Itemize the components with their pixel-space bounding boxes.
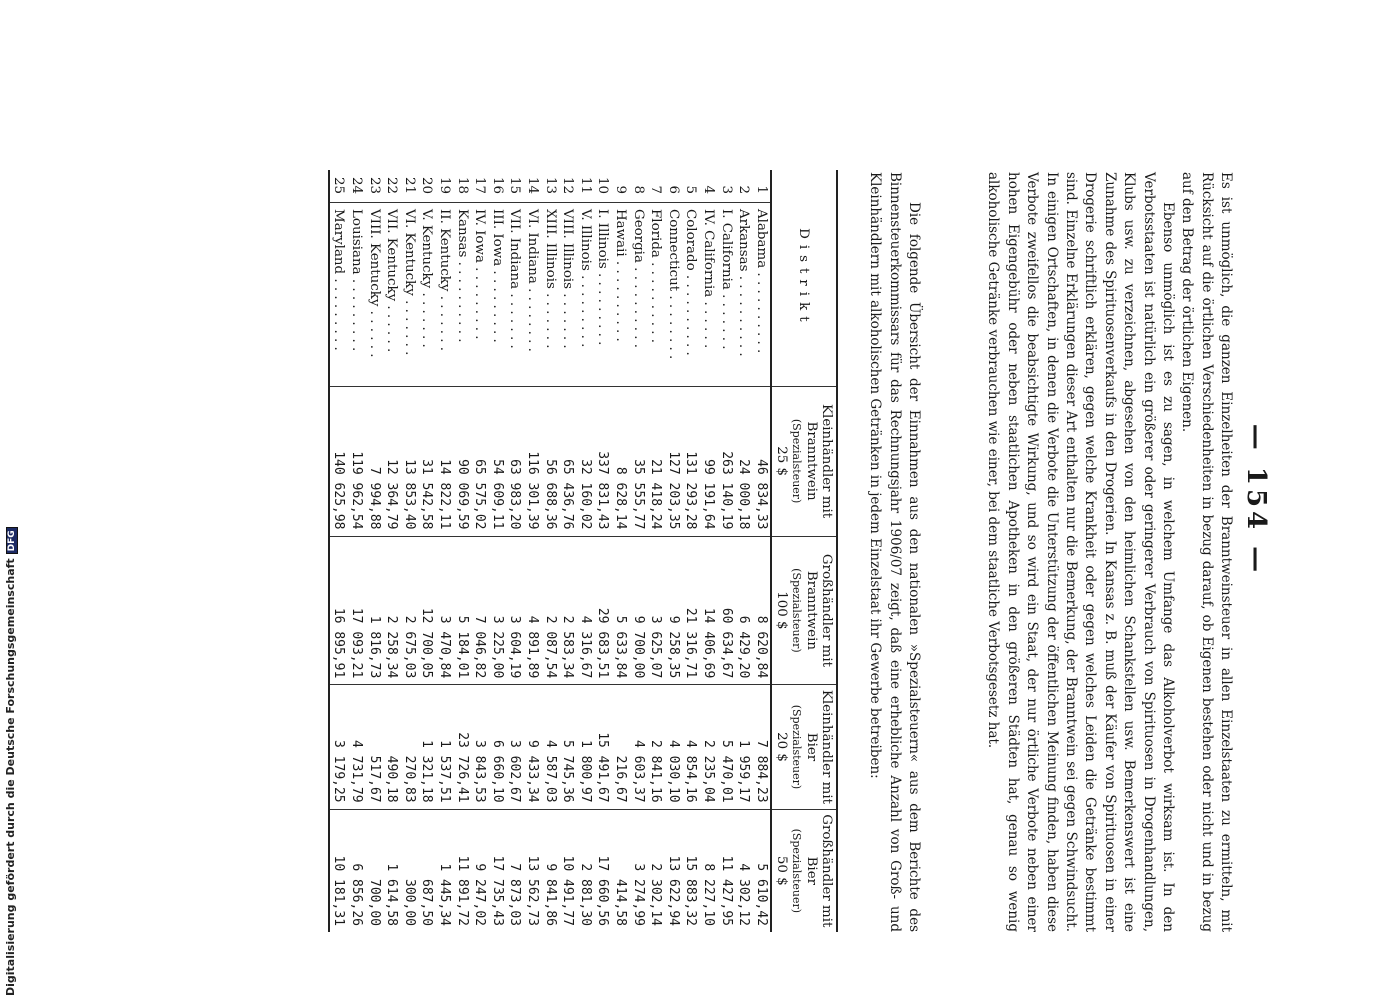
wholesale-spirits-cell: 12 700,05	[418, 536, 436, 685]
wholesale-beer-cell: 11 427,95	[717, 809, 735, 932]
retail-spirits-cell: 337 831,43	[594, 386, 612, 536]
retail-spirits-cell: 12 364,79	[383, 386, 401, 536]
district-cell: Louisiana . . . . . . . . .	[348, 203, 366, 387]
table-row	[471, 170, 489, 932]
digitization-credit	[751, 0, 771, 998]
table-row	[329, 170, 348, 932]
table-row	[700, 170, 718, 932]
row-number: 7	[648, 185, 664, 194]
table-row	[541, 170, 559, 932]
wholesale-beer-cell: 5 610,42	[752, 809, 771, 932]
row-number: 19	[437, 176, 453, 194]
wholesale-spirits-cell: 60 634,67	[717, 536, 735, 685]
retail-spirits-cell: 46 834,33	[752, 386, 771, 536]
wholesale-beer-cell: 2 302,14	[647, 809, 665, 932]
table-row	[506, 170, 524, 932]
wholesale-spirits-cell: 6 429,20	[735, 536, 753, 685]
table-row	[383, 170, 401, 932]
row-number: 9	[612, 185, 628, 194]
wholesale-spirits-cell: 14 406,69	[700, 536, 718, 685]
row-number: 23	[366, 176, 382, 194]
retail-beer-cell: 270,83	[401, 685, 419, 809]
district-cell: Kansas . . . . . . . . . .	[453, 203, 471, 387]
district-cell: VII. Kentucky . . . . . .	[383, 203, 401, 387]
wholesale-beer-cell: 7 873,03	[506, 809, 524, 932]
table-row	[664, 170, 682, 932]
retail-beer-cell: 9 433,34	[524, 685, 542, 809]
table-row	[524, 170, 542, 932]
retail-spirits-cell: 127 203,35	[664, 386, 682, 536]
wholesale-beer-cell: 6 856,26	[348, 809, 366, 932]
district-cell: VIII. Illinois . . . . . . .	[559, 203, 577, 387]
wholesale-beer-cell: 4 302,12	[735, 809, 753, 932]
wholesale-beer-cell: 9 841,86	[541, 809, 559, 932]
wholesale-spirits-cell: 4 891,89	[524, 536, 542, 685]
table-row	[401, 170, 419, 932]
wholesale-beer-cell: 1 445,34	[436, 809, 454, 932]
retail-beer-cell: 4 854,16	[682, 685, 700, 809]
table-row	[612, 170, 630, 932]
row-number: 11	[577, 176, 593, 194]
row-number: 5	[683, 185, 699, 194]
wholesale-beer-cell: 2 881,30	[576, 809, 594, 932]
row-number: 16	[489, 176, 505, 194]
retail-beer-cell: 490,18	[383, 685, 401, 809]
retail-beer-cell: 15 491,67	[594, 685, 612, 809]
table-row	[559, 170, 577, 932]
retail-beer-cell: 4 030,10	[664, 685, 682, 809]
page-number: — 154 —	[1241, 423, 1271, 577]
row-number: 15	[507, 176, 523, 194]
retail-spirits-cell: 65 575,02	[471, 386, 489, 536]
row-number: 8	[630, 185, 646, 194]
district-cell: III. Iowa . . . . . . . . .	[489, 203, 507, 387]
row-number: 20	[419, 176, 435, 194]
header-retail-beer: Kleinhändler mit Bier (Spezialsteuer) 20 $	[771, 685, 837, 809]
district-cell: V. Kentucky . . . . . . .	[418, 203, 436, 387]
retail-beer-cell: 517,67	[365, 685, 383, 809]
header-wholesale-spirits: Großhändler mit Branntwein (Spezialsteuer) 100 $	[771, 536, 837, 685]
wholesale-beer-cell: 13 622,94	[664, 809, 682, 932]
wholesale-spirits-cell: 3 225,00	[489, 536, 507, 685]
wholesale-spirits-cell: 1 816,73	[365, 536, 383, 685]
wholesale-beer-cell: 414,58	[612, 809, 630, 932]
retail-spirits-cell: 35 555,77	[629, 386, 647, 536]
table-row	[489, 170, 507, 932]
wholesale-beer-cell: 1 614,58	[383, 809, 401, 932]
wholesale-spirits-cell: 2 087,54	[541, 536, 559, 685]
retail-spirits-cell: 13 853,40	[401, 386, 419, 536]
table-row	[594, 170, 612, 932]
wholesale-spirits-cell: 29 683,51	[594, 536, 612, 685]
retail-spirits-cell: 54 609,11	[489, 386, 507, 536]
table-row	[735, 170, 753, 932]
row-number: 21	[401, 176, 417, 194]
retail-beer-cell: 3 843,53	[471, 685, 489, 809]
district-cell: V. Illinois . . . . . . . . .	[576, 203, 594, 387]
table-row	[418, 170, 436, 932]
retail-spirits-cell: 263 140,19	[717, 386, 735, 536]
district-cell: Maryland . . . . . . . . .	[329, 203, 348, 387]
wholesale-spirits-cell: 3 625,07	[647, 536, 665, 685]
wholesale-spirits-cell: 16 895,91	[329, 536, 348, 685]
retail-spirits-cell: 65 436,76	[559, 386, 577, 536]
dfg-logo: DFG	[6, 527, 18, 554]
district-cell: IV. Iowa . . . . . . . . .	[471, 203, 489, 387]
row-number: 25	[329, 170, 348, 203]
wholesale-spirits-cell: 5 184,01	[453, 536, 471, 685]
district-cell: Hawaii . . . . . . . . . .	[612, 203, 630, 387]
wholesale-beer-cell: 10 181,31	[329, 809, 348, 932]
wholesale-spirits-cell: 5 633,84	[612, 536, 630, 685]
wholesale-spirits-cell: 2 583,34	[559, 536, 577, 685]
wholesale-beer-cell: 11 891,72	[453, 809, 471, 932]
wholesale-spirits-cell: 9 258,35	[664, 536, 682, 685]
district-cell: VIII. Kentucky . . . . . .	[365, 203, 383, 387]
wholesale-beer-cell: 700,00	[365, 809, 383, 932]
table-row	[717, 170, 735, 932]
retail-beer-cell: 216,67	[612, 685, 630, 809]
retail-spirits-cell: 131 293,28	[682, 386, 700, 536]
retail-beer-cell: 7 884,23	[752, 685, 771, 809]
row-number: 6	[665, 185, 681, 194]
paragraph-2: Ebenso unmöglich ist es zu sagen, in welchem Umfange das Alkoholverbot wirksam ist. In den Verbotsstaaten ist natürlich ein größerer oder geringerer Verbrauch von Spirituosen in Drogenhandlungen, Klubs usw. zu verzeichnen, abgesehen von den heimlichen Schankstellen usw. Bemerkenswert ist eine Zunahme des Spirituosenverkaufs in den Drogerien. In Kansas z. B. muß der Käufer von Spirituosen in einer Drogerie schriftlich erklären, gegen welche Krankheit oder gegen welches Leiden die Getränke bestimmt sind. Einzelne Erklärungen dieser Art enthalten nur die Bemerkung, der Branntwein sei gegen Schwindsucht. In einigen Ortschaften, in denen die Verbote die Unterstützung der öffentlichen Meinung finden, haben diese Verbote zweifellos die beabsichtigte Wirkung, und so wird ein Staat, der nur örtliche Verbote neben einer hohen Eigengebühr oder neben staatlichen Apotheken in den größeren Städten hat, genau so wenig alkoholische Getränke verbrauchen wie einer, bei dem staatliche Verbotsgesetz hat.	[985, 172, 1176, 932]
table-row	[647, 170, 665, 932]
row-number: 24	[349, 176, 365, 194]
retail-beer-cell: 5 745,36	[559, 685, 577, 809]
paragraph-3: Die folgende Übersicht der Einnahmen aus den nationalen »Spezialsteuern« aus dem Berichte des Binnensteuerkommissars für das Rechnungsjahr 1906/07 zeigt, daß eine erhebliche Anzahl von Groß- und Kleinhändlern mit alkoholischen Getränken in jedem Einzelstaat ihr Gewerbe betreiben:	[867, 172, 922, 932]
row-number: 12	[560, 176, 576, 194]
district-cell: Florida . . . . . . . . . .	[647, 203, 665, 387]
table-row	[365, 170, 383, 932]
retail-beer-cell: 1 959,17	[735, 685, 753, 809]
retail-spirits-cell: 8 628,14	[612, 386, 630, 536]
wholesale-spirits-cell: 2 675,03	[401, 536, 419, 685]
wholesale-spirits-cell: 2 258,34	[383, 536, 401, 685]
credit-strip	[0, 0, 26, 1000]
credit-text: Digitalisierung gefördert durch die Deutsche Forschungsgemeinschaft	[4, 558, 17, 996]
retail-spirits-cell: 119 962,54	[348, 386, 366, 536]
retail-beer-cell: 5 470,01	[717, 685, 735, 809]
district-cell: Arkansas . . . . . . . . . .	[735, 203, 753, 387]
district-cell: XIII. Illinois . . . . . . .	[541, 203, 559, 387]
retail-beer-cell: 2 841,16	[647, 685, 665, 809]
row-number: 1	[753, 185, 769, 194]
retail-spirits-cell: 14 822,11	[436, 386, 454, 536]
retail-spirits-cell: 31 542,58	[418, 386, 436, 536]
retail-beer-cell: 1 537,51	[436, 685, 454, 809]
row-number: 2	[736, 185, 752, 194]
table-row	[576, 170, 594, 932]
district-cell: Alabama . . . . . . . . . .	[752, 203, 771, 387]
retail-spirits-cell: 63 983,20	[506, 386, 524, 536]
wholesale-beer-cell: 300,00	[401, 809, 419, 932]
retail-spirits-cell: 140 625,98	[329, 386, 348, 536]
row-number: 4	[700, 185, 716, 194]
wholesale-beer-cell: 17 660,56	[594, 809, 612, 932]
district-cell: Colorado . . . . . . . . . .	[682, 203, 700, 387]
retail-beer-cell: 1 321,18	[418, 685, 436, 809]
retail-beer-cell: 1 800,97	[576, 685, 594, 809]
table-row	[348, 170, 366, 932]
header-wholesale-beer: Großhändler mit Bier (Spezialsteuer) 50 $	[771, 809, 837, 932]
row-number: 10	[595, 176, 611, 194]
paragraph-1: Es ist unmöglich, die ganzen Einzelheiten der Branntweinsteuer in allen Einzelstaaten zu ermitteln, mit Rücksicht auf die örtlichen Verschiedenheiten in bezug darauf, ob Eigenen bestehen oder nicht und in bezug auf den Betrag der örtlichen Eigenen.	[1179, 172, 1234, 932]
wholesale-beer-cell: 3 274,99	[629, 809, 647, 932]
retail-spirits-cell: 90 069,59	[453, 386, 471, 536]
row-number: 13	[542, 176, 558, 194]
wholesale-beer-cell: 9 247,02	[471, 809, 489, 932]
retail-spirits-cell: 99 191,64	[700, 386, 718, 536]
row-number: 18	[454, 176, 470, 194]
wholesale-beer-cell: 15 883,32	[682, 809, 700, 932]
retail-beer-cell: 4 603,37	[629, 685, 647, 809]
district-cell: IV. California . . . . . .	[700, 203, 718, 387]
wholesale-spirits-cell: 17 093,21	[348, 536, 366, 685]
table-row	[682, 170, 700, 932]
district-cell: VII. Indiana . . . . . . .	[506, 203, 524, 387]
retail-spirits-cell: 56 688,36	[541, 386, 559, 536]
table-row	[436, 170, 454, 932]
district-cell: I. Illinois . . . . . . . . .	[594, 203, 612, 387]
district-cell: II. Kentucky . . . . . . .	[436, 203, 454, 387]
row-number: 3	[718, 185, 734, 194]
district-cell: Connecticut . . . . . . . .	[664, 203, 682, 387]
wholesale-spirits-cell: 3 604,19	[506, 536, 524, 685]
table-row	[629, 170, 647, 932]
retail-beer-cell: 3 602,67	[506, 685, 524, 809]
table-header-row	[771, 170, 837, 932]
wholesale-beer-cell: 17 735,43	[489, 809, 507, 932]
retail-beer-cell: 4 587,03	[541, 685, 559, 809]
wholesale-spirits-cell: 7 046,82	[471, 536, 489, 685]
district-cell: VI. Indiana . . . . . . . .	[524, 203, 542, 387]
retail-beer-cell: 23 726,41	[453, 685, 471, 809]
table-row	[453, 170, 471, 932]
retail-spirits-cell: 21 418,24	[647, 386, 665, 536]
district-cell: Georgia . . . . . . . . . .	[629, 203, 647, 387]
row-number: 17	[472, 176, 488, 194]
district-cell: VI. Kentucky . . . . . . .	[401, 203, 419, 387]
retail-spirits-cell: 7 994,88	[365, 386, 383, 536]
wholesale-spirits-cell: 8 620,84	[752, 536, 771, 685]
district-cell: I. California . . . . . . .	[717, 203, 735, 387]
wholesale-spirits-cell: 4 316,67	[576, 536, 594, 685]
row-number: 22	[384, 176, 400, 194]
table-body	[329, 170, 771, 932]
wholesale-beer-cell: 687,50	[418, 809, 436, 932]
retail-spirits-cell: 116 301,39	[524, 386, 542, 536]
wholesale-spirits-cell: 21 316,71	[682, 536, 700, 685]
header-district: Distrikt	[796, 228, 812, 328]
wholesale-beer-cell: 10 491,77	[559, 809, 577, 932]
retail-beer-cell: 6 660,10	[489, 685, 507, 809]
retail-spirits-cell: 24 000,18	[735, 386, 753, 536]
wholesale-spirits-cell: 3 470,84	[436, 536, 454, 685]
wholesale-spirits-cell: 9 700,00	[629, 536, 647, 685]
retail-beer-cell: 4 731,79	[348, 685, 366, 809]
retail-beer-cell: 2 235,04	[700, 685, 718, 809]
wholesale-beer-cell: 8 227,10	[700, 809, 718, 932]
header-retail-spirits: Kleinhändler mit Branntwein (Spezialsteuer) 25 $	[771, 386, 837, 536]
retail-spirits-cell: 32 160,02	[576, 386, 594, 536]
row-number: 14	[524, 176, 540, 194]
retail-beer-cell: 3 179,25	[329, 685, 348, 809]
wholesale-beer-cell: 13 562,73	[524, 809, 542, 932]
